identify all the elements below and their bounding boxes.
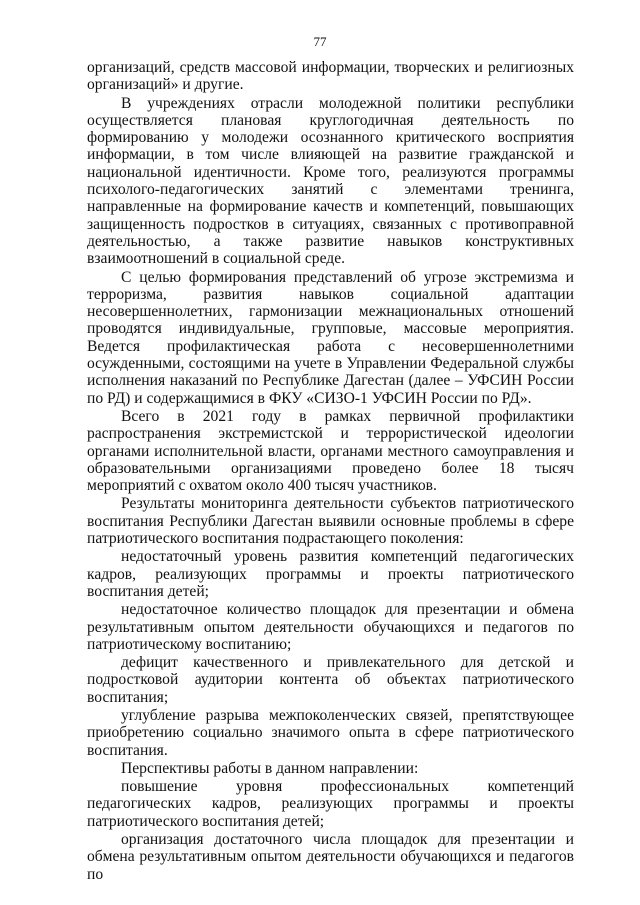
paragraph: С целью формирования представлений об угрозе экстремизма и терроризма, развития навыков социальной адаптации несовершеннолетних, гармонизации межнациональных отношений проводятся индивидуальные, групповые, массовые мероприятия. Ведется профилактическая работа с несовершеннолетними осужденными, состоящими на учете в Управлении Федеральной службы исполнения наказаний по Республике Дагестан (далее – УФСИН России по РД) и содержащимися в ФКУ «СИЗО-1 УФСИН России по РД». [87, 268, 574, 407]
list-item: повышение уровня профессиональных компетенций педагогических кадров, реализующих программы и проекты патриотического воспитания детей; [87, 778, 574, 830]
page-number: 77 [313, 34, 327, 49]
paragraph: Результаты мониторинга деятельности субъектов патриотического воспитания Республики Дагестан выявили основные проблемы в сфере патриотического воспитания подрастающего поколения: [87, 495, 574, 548]
paragraph: Всего в 2021 году в рамках первичной профилактики распространения экстремистской и террористической идеологии органами исполнительной власти, органами местного самоуправления и образовательными организациями проведено более 18 тысяч мероприятий с охватом около 400 тысяч участников. [87, 407, 574, 495]
list-item: недостаточное количество площадок для презентации и обмена результативным опытом деятельности обучающихся и педагогов по патриотическому воспитанию; [87, 601, 574, 653]
list-item: дефицит качественного и привлекательного для детской и подростковой аудитории контента об объектах патриотического воспитания; [87, 654, 574, 706]
list-item: недостаточный уровень развития компетенций педагогических кадров, реализующих программы и проекты патриотического воспитания детей; [87, 548, 574, 600]
document-body [87, 58, 574, 883]
paragraph: организаций, средств массовой информации, творческих и религиозных организаций» и другие. [87, 59, 574, 94]
paragraph: В учреждениях отрасли молодежной политики республики осуществляется плановая круглогодичная деятельность по формированию у молодежи осознанного критического восприятия информации, в том числе влияющей на развитие гражданской и национальной идентичности. Кроме того, реализуются программы психолого-педагогических занятий с элементами тренинга, направленные на формирование качеств и компетенций, повышающих защищенность подростков в ситуациях, связанных с противоправной деятельностью, а также развитие навыков конструктивных взаимоотношений в социальной среде. [87, 94, 574, 268]
list-item: организация достаточного числа площадок для презентации и обмена результативным опытом деятельности обучающихся и педагогов по [87, 831, 574, 883]
paragraph: Перспективы работы в данном направлении: [121, 759, 419, 777]
list-item: углубление разрыва межпоколенческих связей, препятствующее приобретению социально значимого опыта в сфере патриотического воспитания. [87, 706, 574, 759]
